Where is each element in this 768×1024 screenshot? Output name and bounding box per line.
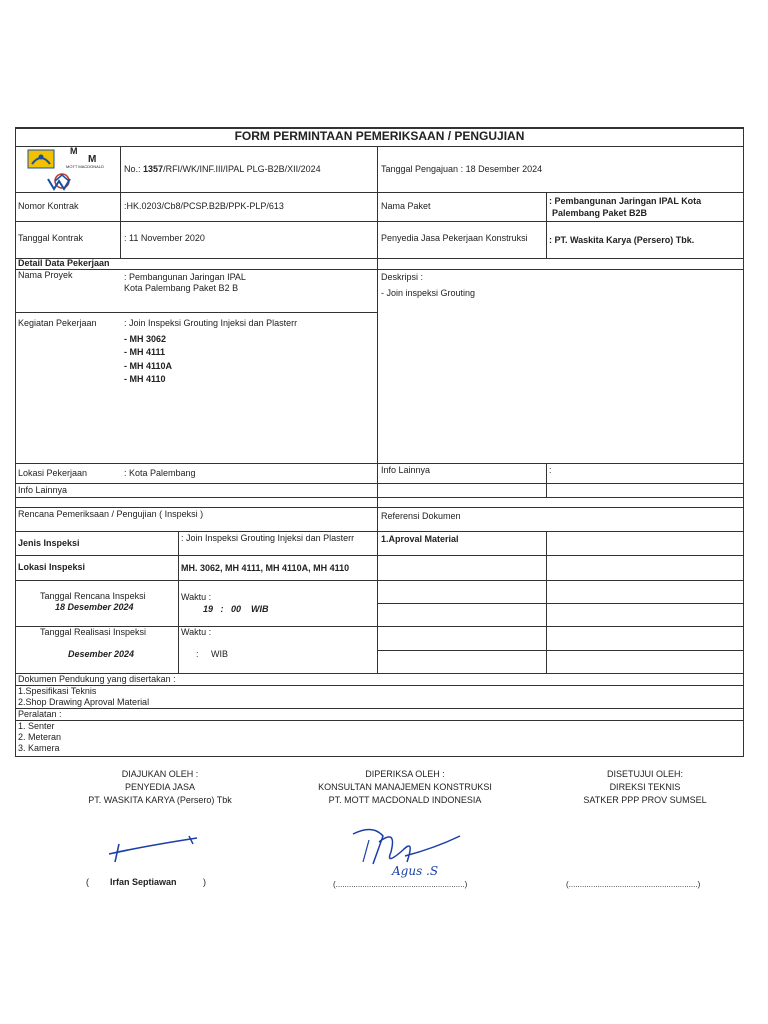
sig-left-close-paren: ) [203,877,206,887]
info-lainnya-label: Info Lainnya [18,485,68,495]
peralatan-item: 2. Meteran [18,732,62,742]
sig-left-name: Irfan Septiawan [110,877,177,887]
sig-mid-line2: KONSULTAN MANAJEMEN KONSTRUKSI [318,782,492,792]
nama-paket-value-1: : Pembangunan Jaringan IPAL Kota [549,196,702,206]
peralatan-item: 1. Senter [18,721,55,731]
rencana-section-label: Rencana Pemeriksaan / Pengujian ( Inspeksi ) [18,509,204,519]
lokasi-pekerjaan-label: Lokasi Pekerjaan [18,468,88,478]
tanggal-kontrak-label: Tanggal Kontrak [18,233,84,243]
sig-left-line2: PENYEDIA JASA [124,782,196,792]
sig-right-line3: SATKER PPP PROV SUMSEL [583,795,707,805]
tgl-rencana-value: 18 Desember 2024 [55,602,134,612]
kegiatan-pekerjaan-value: : Join Inspeksi Grouting Injeksi dan Plasterr [124,318,298,328]
nomor-rfi: No.: 1357/RFI/WK/INF.III/IPAL PLG-B2B/XII/2024 [124,164,321,174]
sig-mid-line1: DIPERIKSA OLEH : [365,769,445,779]
dokumen-item: 2.Shop Drawing Aproval Material [18,697,150,707]
penyedia-jasa-value: : PT. Waskita Karya (Persero) Tbk. [549,235,695,245]
kegiatan-pekerjaan-label: Kegiatan Pekerjaan [18,318,97,328]
tgl-rencana-label: Tanggal Rencana Inspeksi [40,591,146,601]
detail-section-label: Detail Data Pekerjaan [18,258,110,268]
frame-bottom [15,756,744,757]
jenis-inspeksi-value: : Join Inspeksi Grouting Injeksi dan Plasterr [181,533,355,543]
tanggal-pengajuan: Tanggal Pengajuan : 18 Desember 2024 [381,164,543,174]
sig-mid-name: (..........................................................) [333,880,468,889]
nama-proyek-label: Nama Proyek [18,270,73,280]
penyedia-jasa-label: Penyedia Jasa Pekerjaan Konstruksi [381,233,528,243]
form-title: FORM PERMINTAAN PEMERIKSAAN / PENGUJIAN [234,129,525,143]
waktu-label: Waktu : [181,592,212,602]
nama-paket-label: Nama Paket [381,201,431,211]
peralatan-item: 3. Kamera [18,743,60,753]
tgl-realisasi-value: Desember 2024 [68,649,135,659]
sig-right-name: (..........................................................) [566,880,701,889]
info-lainnya-right-colon: : [549,465,552,475]
nomor-kontrak-label: Nomor Kontrak [18,201,79,211]
mh-item: - MH 4111 [124,347,166,357]
mh-item: - MH 3062 [124,334,167,344]
sig-left-line1: DIAJUKAN OLEH : [121,769,199,779]
logo-letter-mid: M [88,154,97,165]
signature-left [60,768,260,807]
info-lainnya-right-label: Info Lainnya [381,465,431,475]
sig-mid-line3: PT. MOTT MACDONALD INDONESIA [328,795,482,805]
nama-proyek-value-2: Kota Palembang Paket B2 B [124,283,239,293]
tanggal-kontrak-value: : 11 November 2020 [124,233,205,243]
waktu2-label: Waktu : [181,627,212,637]
handwritten-name: Agus .S [392,864,439,878]
lokasi-inspeksi-label: Lokasi Inspeksi [18,562,86,572]
logo-letter-top: M [70,146,78,156]
lokasi-pekerjaan-value: : Kota Palembang [124,468,196,478]
peralatan-label: Peralatan : [18,709,62,719]
nama-proyek-value-1: : Pembangunan Jaringan IPAL [124,272,246,282]
jenis-inspeksi-label: Jenis Inspeksi [18,538,80,548]
signature-right [545,768,745,807]
tgl-realisasi-label: Tanggal Realisasi Inspeksi [40,627,147,637]
nama-paket-value-2: Palembang Paket B2B [552,208,648,218]
sig-right-line2: DIREKSI TEKNIS [609,782,681,792]
waskita-logo-icon [46,175,72,196]
deskripsi-value: - Join inspeksi Grouting [381,288,476,298]
mh-item: - MH 4110 [124,374,166,384]
sig-left-open-paren: ( [86,877,89,887]
sig-left-line3: PT. WASKITA KARYA (Persero) Tbk [88,795,232,805]
lokasi-inspeksi-value: MH. 3062, MH 4111, MH 4110A, MH 4110 [181,563,350,573]
signature-scribble-left-icon [105,832,200,864]
nomor-kontrak-value: :HK.0203/Cb8/PCSP.B2B/PPK-PLP/613 [124,201,284,211]
referensi-dokumen-label: Referensi Dokumen [381,511,461,521]
waktu2-value: : WIB [196,649,229,659]
logo-company-small: MOTT MACDONALD [66,164,104,169]
mh-item: - MH 4110A [124,361,173,371]
deskripsi-label: Deskripsi : [381,272,424,282]
sig-right-line1: DISETUJUI OLEH: [606,769,683,779]
waktu-value: 19 : 00 WIB [203,604,269,614]
dokumen-label: Dokumen Pendukung yang disertakan : [18,674,176,684]
dokumen-item: 1.Spesifikasi Teknis [18,686,97,696]
referensi-item: 1.Aproval Material [381,534,459,544]
signature-middle [290,768,520,807]
